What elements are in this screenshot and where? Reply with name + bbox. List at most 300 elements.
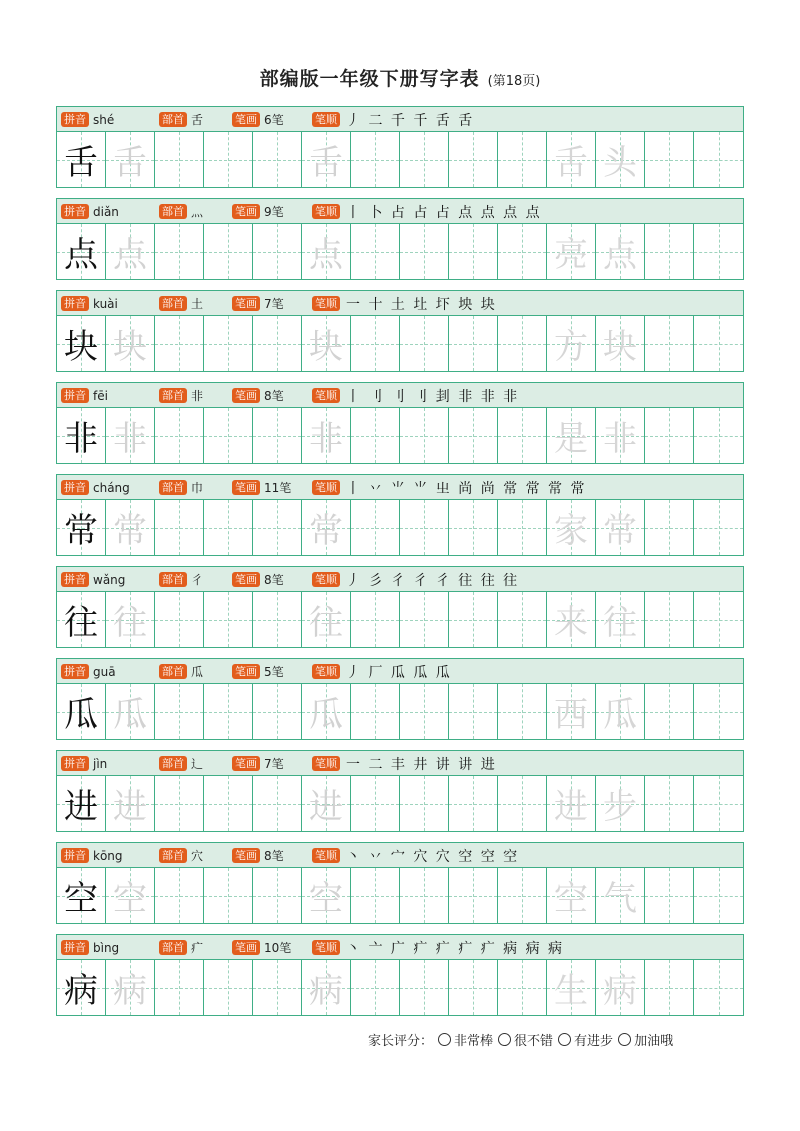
stroke-order-value: 丨 丷 ⺌ ⺌ 㞢 尚 尚 常 常 常 常 [346, 480, 587, 497]
grid-cell[interactable] [449, 316, 498, 371]
character-row [56, 474, 744, 556]
rating-option-label: 加油哦 [634, 1034, 674, 1049]
rating-option-label: 非常棒 [454, 1034, 494, 1049]
grid-cell[interactable] [302, 224, 351, 279]
grid-cell[interactable] [596, 408, 645, 463]
writing-grid [57, 960, 743, 1015]
grid-cell[interactable] [57, 132, 106, 187]
grid-cell[interactable] [694, 684, 743, 739]
grid-cell[interactable] [106, 868, 155, 923]
radio-circle-icon[interactable] [438, 1033, 451, 1046]
rating-option-label: 有进步 [574, 1034, 614, 1049]
grid-cell[interactable] [253, 592, 302, 647]
grid-cell[interactable] [645, 132, 694, 187]
radical-value: 穴 [191, 849, 204, 863]
grid-cell[interactable] [106, 224, 155, 279]
grid-cell[interactable] [400, 408, 449, 463]
trace-character: 往 [309, 603, 343, 643]
grid-cell[interactable] [57, 316, 106, 371]
grid-cell[interactable] [106, 408, 155, 463]
word-character: 亮 [554, 235, 588, 275]
row-info-bar [57, 199, 743, 224]
pinyin-badge: 拼音 [61, 756, 89, 771]
grid-cell[interactable] [498, 316, 547, 371]
stroke-count-badge: 笔画 [232, 296, 260, 311]
grid-cell[interactable] [400, 132, 449, 187]
word-character: 舌 [554, 143, 588, 183]
stroke-count-value: 9笔 [264, 205, 284, 219]
grid-cell[interactable] [694, 132, 743, 187]
page-header [0, 64, 800, 91]
grid-cell[interactable] [204, 776, 253, 831]
radio-circle-icon[interactable] [498, 1033, 511, 1046]
grid-cell[interactable] [498, 868, 547, 923]
character-row [56, 198, 744, 280]
character-row [56, 566, 744, 648]
radical-field [159, 572, 203, 587]
grid-cell[interactable] [498, 132, 547, 187]
grid-cell[interactable] [302, 408, 351, 463]
pinyin-badge: 拼音 [61, 204, 89, 219]
stroke-order-field [312, 204, 542, 219]
radical-field [159, 388, 203, 403]
pinyin-field [61, 940, 119, 955]
grid-cell[interactable] [106, 500, 155, 555]
stroke-order-badge: 笔顺 [312, 204, 340, 219]
grid-cell[interactable] [449, 684, 498, 739]
writing-grid [57, 592, 743, 647]
grid-cell[interactable] [253, 960, 302, 1015]
writing-grid [57, 408, 743, 463]
page-title: 部编版一年级下册写字表 [259, 68, 480, 90]
grid-cell[interactable] [547, 868, 596, 923]
pinyin-field [61, 296, 118, 311]
trace-character: 空 [309, 879, 343, 919]
word-character: 方 [554, 327, 588, 367]
grid-cell[interactable] [253, 500, 302, 555]
grid-cell[interactable] [449, 776, 498, 831]
radio-circle-icon[interactable] [618, 1033, 631, 1046]
stroke-count-field [232, 572, 284, 587]
model-character: 进 [64, 787, 98, 827]
grid-cell[interactable] [204, 408, 253, 463]
pinyin-value: kuài [93, 296, 118, 311]
grid-cell[interactable] [302, 684, 351, 739]
model-character: 瓜 [64, 695, 98, 735]
grid-cell[interactable] [547, 132, 596, 187]
grid-cell[interactable] [694, 316, 743, 371]
stroke-count-field [232, 756, 284, 771]
grid-cell[interactable] [106, 132, 155, 187]
grid-cell[interactable] [498, 408, 547, 463]
trace-character: 病 [309, 971, 343, 1011]
grid-cell[interactable] [449, 132, 498, 187]
grid-cell[interactable] [596, 224, 645, 279]
grid-cell[interactable] [596, 960, 645, 1015]
grid-cell[interactable] [596, 684, 645, 739]
grid-cell[interactable] [351, 132, 400, 187]
stroke-order-value: 丿 彡 彳 彳 彳 往 往 往 [346, 572, 520, 589]
grid-cell[interactable] [106, 316, 155, 371]
stroke-count-value: 7笔 [264, 757, 284, 771]
model-character: 非 [64, 419, 98, 459]
radical-field [159, 756, 203, 771]
grid-cell[interactable] [106, 592, 155, 647]
word-character: 往 [603, 603, 637, 643]
stroke-order-badge: 笔顺 [312, 296, 340, 311]
grid-cell[interactable] [253, 776, 302, 831]
stroke-order-badge: 笔顺 [312, 388, 340, 403]
grid-cell[interactable] [253, 132, 302, 187]
grid-cell[interactable] [155, 132, 204, 187]
grid-cell[interactable] [351, 500, 400, 555]
grid-cell[interactable] [302, 316, 351, 371]
stroke-order-field [312, 756, 497, 771]
grid-cell[interactable] [596, 132, 645, 187]
grid-cell[interactable] [694, 960, 743, 1015]
stroke-count-field [232, 940, 291, 955]
grid-cell[interactable] [547, 224, 596, 279]
stroke-order-badge: 笔顺 [312, 664, 340, 679]
grid-cell[interactable] [596, 868, 645, 923]
radical-field [159, 204, 203, 219]
pinyin-value: bìng [93, 940, 120, 955]
stroke-count-badge: 笔画 [232, 112, 260, 127]
stroke-order-badge: 笔顺 [312, 940, 340, 955]
grid-cell[interactable] [547, 684, 596, 739]
word-character: 生 [554, 971, 588, 1011]
pinyin-badge: 拼音 [61, 940, 89, 955]
grid-cell[interactable] [155, 868, 204, 923]
row-info-bar [57, 475, 743, 500]
grid-cell[interactable] [498, 960, 547, 1015]
grid-cell[interactable] [204, 868, 253, 923]
rating-option-good[interactable] [498, 1030, 553, 1049]
grid-cell[interactable] [351, 960, 400, 1015]
grid-cell[interactable] [400, 868, 449, 923]
grid-cell[interactable] [498, 684, 547, 739]
grid-cell[interactable] [155, 684, 204, 739]
word-character: 气 [603, 879, 637, 919]
pinyin-field [61, 112, 114, 127]
rating-option-excellent[interactable] [438, 1030, 493, 1049]
radical-field [159, 480, 203, 495]
grid-cell[interactable] [302, 592, 351, 647]
character-row [56, 290, 744, 372]
stroke-count-value: 10笔 [264, 941, 292, 955]
radical-value: 灬 [191, 205, 204, 219]
stroke-order-value: 丿 厂 瓜 瓜 瓜 [346, 664, 452, 681]
word-character: 常 [603, 511, 637, 551]
pinyin-field [61, 572, 125, 587]
writing-grid [57, 500, 743, 555]
stroke-order-value: 丿 二 千 千 舌 舌 [346, 112, 475, 129]
grid-cell[interactable] [253, 316, 302, 371]
grid-cell[interactable] [400, 960, 449, 1015]
grid-cell[interactable] [694, 776, 743, 831]
stroke-order-field [312, 480, 587, 495]
pinyin-badge: 拼音 [61, 112, 89, 127]
trace-character: 块 [113, 327, 147, 367]
pinyin-field [61, 480, 130, 495]
model-character: 病 [64, 971, 98, 1011]
grid-cell[interactable] [449, 500, 498, 555]
grid-cell[interactable] [57, 592, 106, 647]
character-row [56, 842, 744, 924]
stroke-count-badge: 笔画 [232, 388, 260, 403]
grid-cell[interactable] [547, 316, 596, 371]
grid-cell[interactable] [449, 960, 498, 1015]
grid-cell[interactable] [204, 316, 253, 371]
pinyin-value: jìn [93, 756, 108, 771]
radical-badge: 部首 [159, 480, 187, 495]
character-row [56, 658, 744, 740]
pinyin-field [61, 664, 116, 679]
character-row [56, 382, 744, 464]
radical-badge: 部首 [159, 388, 187, 403]
model-character: 点 [64, 235, 98, 275]
grid-cell[interactable] [57, 868, 106, 923]
radical-field [159, 112, 203, 127]
word-character: 是 [554, 419, 588, 459]
grid-cell[interactable] [645, 868, 694, 923]
grid-cell[interactable] [694, 408, 743, 463]
trace-character: 块 [309, 327, 343, 367]
grid-cell[interactable] [155, 776, 204, 831]
grid-cell[interactable] [498, 224, 547, 279]
grid-cell[interactable] [645, 776, 694, 831]
radical-badge: 部首 [159, 112, 187, 127]
rating-label: 家长评分： [368, 1034, 434, 1049]
trace-character: 点 [113, 235, 147, 275]
pinyin-field [61, 756, 107, 771]
grid-cell[interactable] [302, 960, 351, 1015]
grid-cell[interactable] [694, 224, 743, 279]
trace-character: 非 [113, 419, 147, 459]
grid-cell[interactable] [645, 684, 694, 739]
trace-character: 空 [113, 879, 147, 919]
stroke-count-field [232, 848, 284, 863]
radical-value: 土 [191, 297, 204, 311]
grid-cell[interactable] [547, 500, 596, 555]
writing-grid [57, 316, 743, 371]
grid-cell[interactable] [302, 868, 351, 923]
rating-option-improving[interactable] [558, 1030, 613, 1049]
writing-grid [57, 776, 743, 831]
grid-cell[interactable] [400, 592, 449, 647]
stroke-order-value: 一 十 土 圵 圷 坱 块 [346, 296, 497, 313]
grid-cell[interactable] [351, 224, 400, 279]
grid-cell[interactable] [449, 408, 498, 463]
grid-cell[interactable] [204, 960, 253, 1015]
grid-cell[interactable] [302, 776, 351, 831]
grid-cell[interactable] [57, 408, 106, 463]
stroke-order-value: 丶 丷 宀 穴 穴 空 空 空 [346, 848, 520, 865]
radical-badge: 部首 [159, 848, 187, 863]
row-info-bar [57, 843, 743, 868]
pinyin-badge: 拼音 [61, 388, 89, 403]
grid-cell[interactable] [57, 500, 106, 555]
grid-cell[interactable] [645, 592, 694, 647]
grid-cell[interactable] [449, 224, 498, 279]
grid-cell[interactable] [302, 500, 351, 555]
grid-cell[interactable] [596, 316, 645, 371]
grid-cell[interactable] [400, 684, 449, 739]
pinyin-value: guā [93, 664, 116, 679]
grid-cell[interactable] [204, 500, 253, 555]
pinyin-value: shé [93, 112, 115, 127]
grid-cell[interactable] [645, 960, 694, 1015]
stroke-order-field [312, 572, 519, 587]
grid-cell[interactable] [596, 776, 645, 831]
grid-cell[interactable] [351, 592, 400, 647]
stroke-count-badge: 笔画 [232, 940, 260, 955]
grid-cell[interactable] [645, 408, 694, 463]
radical-badge: 部首 [159, 664, 187, 679]
model-character: 舌 [64, 143, 98, 183]
grid-cell[interactable] [106, 684, 155, 739]
grid-cell[interactable] [204, 224, 253, 279]
pinyin-field [61, 388, 108, 403]
radical-value: 彳 [191, 573, 204, 587]
grid-cell[interactable] [547, 776, 596, 831]
grid-cell[interactable] [400, 316, 449, 371]
grid-cell[interactable] [57, 776, 106, 831]
radical-badge: 部首 [159, 940, 187, 955]
stroke-order-value: 丶 亠 广 疒 疒 疒 疒 病 病 病 [346, 940, 565, 957]
grid-cell[interactable] [155, 960, 204, 1015]
stroke-order-value: 一 二 丰 井 讲 讲 进 [346, 756, 497, 773]
grid-cell[interactable] [351, 684, 400, 739]
grid-cell[interactable] [449, 868, 498, 923]
row-info-bar [57, 383, 743, 408]
row-info-bar [57, 659, 743, 684]
grid-cell[interactable] [204, 684, 253, 739]
grid-cell[interactable] [498, 776, 547, 831]
grid-cell[interactable] [498, 500, 547, 555]
grid-cell[interactable] [302, 132, 351, 187]
radical-field [159, 848, 203, 863]
grid-cell[interactable] [253, 408, 302, 463]
grid-cell[interactable] [57, 684, 106, 739]
grid-cell[interactable] [204, 592, 253, 647]
pinyin-badge: 拼音 [61, 664, 89, 679]
grid-cell[interactable] [351, 776, 400, 831]
grid-cell[interactable] [204, 132, 253, 187]
grid-cell[interactable] [351, 868, 400, 923]
radical-value: 非 [191, 389, 204, 403]
grid-cell[interactable] [449, 592, 498, 647]
grid-cell[interactable] [253, 224, 302, 279]
grid-cell[interactable] [645, 224, 694, 279]
grid-cell[interactable] [155, 224, 204, 279]
stroke-count-value: 11笔 [264, 481, 292, 495]
writing-grid [57, 684, 743, 739]
pinyin-field [61, 204, 119, 219]
word-character: 步 [603, 787, 637, 827]
grid-cell[interactable] [694, 592, 743, 647]
grid-cell[interactable] [155, 592, 204, 647]
word-character: 非 [603, 419, 637, 459]
stroke-count-value: 7笔 [264, 297, 284, 311]
grid-cell[interactable] [400, 776, 449, 831]
pinyin-value: diǎn [93, 204, 119, 219]
stroke-count-badge: 笔画 [232, 480, 260, 495]
grid-cell[interactable] [57, 960, 106, 1015]
grid-cell[interactable] [694, 500, 743, 555]
trace-character: 常 [113, 511, 147, 551]
radical-field [159, 664, 203, 679]
stroke-order-badge: 笔顺 [312, 756, 340, 771]
word-character: 家 [554, 511, 588, 551]
model-character: 块 [64, 327, 98, 367]
trace-character: 舌 [309, 143, 343, 183]
stroke-count-value: 8笔 [264, 389, 284, 403]
grid-cell[interactable] [645, 316, 694, 371]
grid-cell[interactable] [351, 316, 400, 371]
stroke-count-field [232, 388, 284, 403]
stroke-order-badge: 笔顺 [312, 848, 340, 863]
grid-cell[interactable] [694, 868, 743, 923]
grid-cell[interactable] [400, 224, 449, 279]
radical-badge: 部首 [159, 296, 187, 311]
pinyin-field [61, 848, 123, 863]
grid-cell[interactable] [253, 684, 302, 739]
grid-cell[interactable] [155, 408, 204, 463]
grid-cell[interactable] [106, 776, 155, 831]
pinyin-value: fēi [93, 388, 108, 403]
grid-cell[interactable] [596, 500, 645, 555]
grid-cell[interactable] [155, 500, 204, 555]
grid-cell[interactable] [57, 224, 106, 279]
pinyin-badge: 拼音 [61, 296, 89, 311]
grid-cell[interactable] [498, 592, 547, 647]
model-character: 往 [64, 603, 98, 643]
word-character: 点 [603, 235, 637, 275]
radical-value: 瓜 [191, 665, 204, 679]
grid-cell[interactable] [253, 868, 302, 923]
grid-cell[interactable] [106, 960, 155, 1015]
row-info-bar [57, 567, 743, 592]
model-character: 空 [64, 879, 98, 919]
radio-circle-icon[interactable] [558, 1033, 571, 1046]
radical-badge: 部首 [159, 204, 187, 219]
trace-character: 进 [113, 787, 147, 827]
grid-cell[interactable] [547, 592, 596, 647]
grid-cell[interactable] [547, 408, 596, 463]
rating-option-keep-trying[interactable] [618, 1030, 673, 1049]
stroke-count-field [232, 480, 291, 495]
word-character: 病 [603, 971, 637, 1011]
writing-grid [57, 132, 743, 187]
stroke-count-field [232, 296, 284, 311]
radical-value: 巾 [191, 481, 204, 495]
grid-cell[interactable] [645, 500, 694, 555]
grid-cell[interactable] [351, 408, 400, 463]
grid-cell[interactable] [400, 500, 449, 555]
grid-cell[interactable] [596, 592, 645, 647]
character-row [56, 106, 744, 188]
grid-cell[interactable] [155, 316, 204, 371]
stroke-order-badge: 笔顺 [312, 112, 340, 127]
character-row [56, 934, 744, 1016]
pinyin-badge: 拼音 [61, 480, 89, 495]
grid-cell[interactable] [547, 960, 596, 1015]
pinyin-badge: 拼音 [61, 848, 89, 863]
radical-badge: 部首 [159, 756, 187, 771]
stroke-order-field [312, 112, 474, 127]
trace-character: 舌 [113, 143, 147, 183]
